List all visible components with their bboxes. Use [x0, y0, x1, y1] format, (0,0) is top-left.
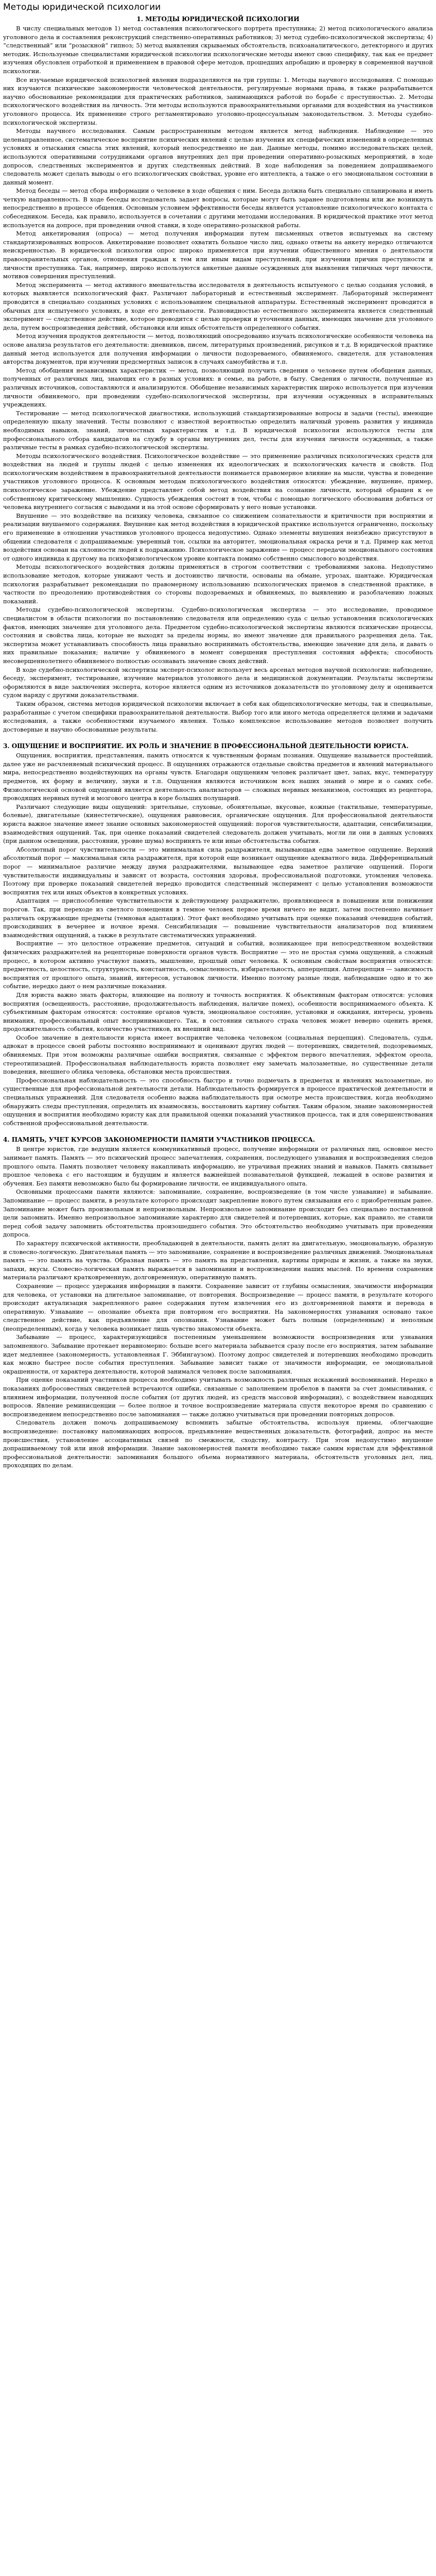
paragraph: По характеру психической активности, преобладающей в деятельности, память делят на двигательную, эмоциональную, образную и словесно-логическую. Двигательная память — это запоминание, сохранение и воспроизведение различных движений. Эмоциональная память — это память на чувства. Образная память — это память на представления, картины природы и жизни, а также на звуки, запахи, вкусы. Словесно-логическая память выражается в запоминании и воспроизведении наших мыслей. По времени сохранения материала различают кратковременную, долговременную, оперативную память. [3, 1239, 433, 1281]
paragraph: Методы психологического воздействия должны применяться в строгом соответствии с требованиями закона. Недопустимо использование методов, которые унижают честь и достоинство личности, основаны на обмане, угрозах, шантаже. Юридическая психология разрабатывает рекомендации по правомерному использованию психологических приемов в следственной практике, в частности по преодолению противодействия со стороны подозреваемых и обвиняемых, по выявлению и разоблачению ложных показаний. [3, 563, 433, 605]
paragraph: Метод обобщения независимых характеристик — метод, позволяющий получить сведения о человеке путем обобщения данных, полученных от различных лиц, знающих его в разных условиях: в семье, на работе, в быту. Сведения о личности, полученные из различных источников, сопоставляются и анализируются. Обобщение независимых характеристик широко используется при изучении личности обвиняемого, при проведении судебно-психологической экспертизы, при изучении осужденных в исправительных учреждениях. [3, 366, 433, 409]
paragraph: Внушение — это воздействие на психику человека, связанное со снижением сознательности и критичности при восприятии и реализации внушаемого содержания. Внушение как метод воздействия в юридической практике используется ограниченно, поскольку его применение в отношении участников уголовного процесса недопустимо. Однако элементы внушения неизбежно присутствуют в общении следователя с допрашиваемым: уверенный тон, ссылки на авторитет, эмоциональная окраска речи и т.д. Пример как метод воздействия основан на склонности людей к подражанию. Психологическое заражение — процесс передачи эмоционального состояния от одного индивида к другому на психофизиологическом уровне контакта помимо собственно смыслового воздействия. [3, 512, 433, 562]
paragraph: Методы судебно-психологической экспертизы. Судебно-психологическая экспертиза — это исследование, проводимое специалистом в области психологии по постановлению следователя или определению суда с целью установления психологических фактов, имеющих значение для уголовного дела. Предметом судебно-психологической экспертизы являются психические процессы, состояния и свойства лица, которые не выходят за пределы нормы, но имеют значение для правильного разрешения дела. Так, экспертиза может устанавливать способность лица правильно воспринимать обстоятельства, имеющие значение для дела, и давать о них правильные показания; наличие у обвиняемого в момент совершения преступления состояния аффекта; способность несовершеннолетнего обвиняемого полностью осознавать значение своих действий. [3, 606, 433, 665]
paragraph: Таким образом, система методов юридической психологии включает в себя как общепсихологические методы, так и специальные, разработанные с учетом специфики правоохранительной деятельности. Выбор того или иного метода определяется целями и задачами исследования, а также особенностями изучаемого явления. Только комплексное использование методов позволяет получить достоверные и научно обоснованные результаты. [3, 700, 433, 733]
document-title: Методы юридической психологии [3, 2, 161, 12]
paragraph: Различают следующие виды ощущений: зрительные, слуховые, обонятельные, вкусовые, кожные (тактильные, температурные, болевые), двигательные (кинестетические), ощущения равновесия, органические ощущения. Для профессиональной деятельности юриста важное значение имеет знание основных закономерностей ощущений: порогов чувствительности, адаптации, сенсибилизации, взаимодействия ощущений. Так, при оценке показаний свидетелей следователь должен учитывать, могли ли они в данных условиях (при данном освещении, расстоянии, уровне шума) воспринять те или иные обстоятельства события. [3, 803, 433, 845]
paragraph: Адаптация — приспособление чувствительности к действующему раздражителю, проявляющееся в повышении или понижении порогов. Так, при переходе из светлого помещения в темное человек первое время ничего не видит, затем постепенно начинает различать окружающие предметы (темновая адаптация). Этот факт необходимо учитывать при оценке показаний очевидцев событий, происходивших в вечернее и ночное время. Сенсибилизация — повышение чувствительности анализаторов под влиянием взаимодействия ощущений, а также в результате систематических упражнений. [3, 897, 433, 939]
sections-container [3, 15, 433, 1470]
section [3, 15, 433, 734]
section [3, 1136, 433, 1470]
paragraph: При оценке показаний участников процесса необходимо учитывать возможность различных искажений воспоминаний. Нередко в показаниях добросовестных свидетелей встречаются ошибки, связанные с заполнением пробелов в памяти за счет домысливания, с влиянием информации, полученной после события (от других людей, из средств массовой информации), с воздействием наводящих вопросов. Явление реминисценции — более полное и точное воспроизведение материала спустя некоторое время по сравнению с воспроизведением непосредственно после запоминания — также должно учитываться при проведении повторных допросов. [3, 1376, 433, 1418]
paragraph: Тестирование — метод психологической диагностики, использующий стандартизированные вопросы и задачи (тесты), имеющие определенную шкалу значений. Тесты позволяют с известной вероятностью определить наличный уровень развития у индивида необходимых навыков, знаний, личностных характеристик и т.д. В юридической психологии используются тесты для профессионального отбора кандидатов на службу в органы внутренних дел, тесты для изучения личности осужденных, а также различные тесты в рамках судебно-психологической экспертизы. [3, 409, 433, 451]
paragraph: Забывание — процесс, характеризующийся постепенным уменьшением возможности воспроизведения или узнавания запомненного. Забывание протекает неравномерно: больше всего материала забывается сразу после его восприятия, затем забывание идет медленнее (закономерность, установленная Г. Эббингаузом). Поэтому допрос свидетелей и потерпевших необходимо проводить как можно быстрее после события преступления. Забывание зависит также от значимости информации, ее эмоциональной окрашенности, от характера деятельности, которой занимался человек после запоминания. [3, 1333, 433, 1375]
paragraph: Особое значение в деятельности юриста имеет восприятие человека человеком (социальная перцепция). Следователь, судья, адвокат в процессе своей работы постоянно воспринимают и оценивают других людей — потерпевших, свидетелей, подозреваемых, обвиняемых. При этом возможны различные ошибки восприятия, связанные с эффектом первого впечатления, эффектом ореола, стереотипизацией. Профессиональная наблюдательность юриста позволяет ему замечать малозаметные, но существенные детали поведения, внешнего облика человека, обстановки места происшествия. [3, 1033, 433, 1076]
section-heading: 3. ОЩУЩЕНИЕ И ВОСПРИЯТИЕ. ИХ РОЛЬ И ЗНАЧЕНИЕ В ПРОФЕССИОНАЛЬНОЙ ДЕЯТЕЛЬНОСТИ ЮРИСТА. [3, 742, 409, 750]
paragraph: Следователь должен помочь допрашиваемому вспомнить забытые обстоятельства, используя приемы, облегчающие воспроизведение: постановку напоминающих вопросов, предъявление вещественных доказательств, фотографий, допрос на месте происшествия, установление ассоциативных связей по смежности, сходству, контрасту. При этом недопустимо внушение допрашиваемому той или иной информации. Знание закономерностей памяти необходимо также самим юристам для эффективной профессиональной деятельности: запоминания большого объема нормативного материала, обстоятельств уголовных дел, лиц, проходящих по делам. [3, 1419, 433, 1469]
paragraph: Профессиональная наблюдательность — это способность быстро и точно подмечать в предметах и явлениях малозаметные, но существенные для профессиональной деятельности детали. Наблюдательность формируется в процессе практической деятельности и специальных упражнений. Для следователя особенно важна наблюдательность при осмотре места происшествия, когда необходимо обнаружить следы преступления, определить их взаимосвязь, восстановить картину события. Таким образом, знание закономерностей ощущения и восприятия необходимо юристу как для правильной оценки показаний участников процесса, так и для совершенствования собственной профессиональной деятельности. [3, 1076, 433, 1127]
paragraph: Основными процессами памяти являются: запоминание, сохранение, воспроизведение (в том числе узнавание) и забывание. Запоминание — процесс памяти, в результате которого происходит закрепление нового путем связывания его с приобретенным ранее. Запоминание может быть произвольным и непроизвольным. Непроизвольное запоминание происходит без специально поставленной цели запомнить. Именно непроизвольное запоминание характерно для свидетелей и потерпевших, которые, как правило, не ставили перед собой задачу запомнить обстоятельства произошедшего события. Это обстоятельство необходимо учитывать при проведении допроса. [3, 1188, 433, 1239]
section-heading: 1. МЕТОДЫ ЮРИДИЧЕСКОЙ ПСИХОЛОГИИ [136, 15, 300, 23]
paragraph: Ощущения, восприятия, представления, память относятся к чувственным формам познания. Ощущение называется простейший, далее уже не расчленяемый психический процесс. В ощущениях отражаются отдельные свойства предметов и явлений материального мира, непосредственно воздействующих на органы чувств. Благодаря ощущениям человек различает цвет, запах, вкус, температуру предметов, их форму и величину, звуки и т.п. Ощущения являются источником всех наших знаний о мире и о самих себе. Физиологической основой ощущений является деятельность анализаторов — сложных нервных механизмов, состоящих из рецептора, проводящих нервных путей и мозгового центра в коре больших полушарий. [3, 752, 433, 802]
section-heading: 4. ПАМЯТЬ, УЧЕТ КУРСОВ ЗАКОНОМЕРНОСТИ ПАМЯТИ УЧАСТНИКОВ ПРОЦЕССА. [3, 1136, 315, 1144]
paragraph: Методы научного исследования. Самым распространенным методом является метод наблюдения. Наблюдение — это целенаправленное, систематическое восприятие психических явлений с целью изучения их специфических изменений в определенных условиях и отыскания смысла этих явлений, который непосредственно не дан. Данные методы, помимо исследовательских целей, используются оперативными сотрудниками органов внутренних дел при проведении оперативно-розыскных мероприятий, в ходе допросов, следственных экспериментов и других следственных действий. В ходе наблюдения за поведением допрашиваемого следователь может сделать выводы о его психологических свойствах, уровне его интеллекта, а также о его эмоциональном состоянии в данный момент. [3, 127, 433, 186]
paragraph: Метод анкетирования (опроса) — метод получения информации путем письменных ответов испытуемых на систему стандартизированных вопросов. Анкетирование позволяет охватить большое число лиц, однако ответы на анкету нередко отличаются неискренностью. В юридической психологии опрос широко применяется при изучении общественного мнения о деятельности правоохранительных органов, отношения граждан к тем или иным видам преступлений, при изучении причин преступности и личности преступника. Так, например, широко используются анкетные данные осужденных для выявления типичных черт личности, мотивов совершения преступлений. [3, 230, 433, 280]
paragraph: Абсолютный порог чувствительности — это минимальная сила раздражителя, вызывающая едва заметное ощущение. Верхний абсолютный порог — максимальная сила раздражителя, при которой еще возникает ощущение адекватного вида. Дифференциальный порог — минимальное различие между двумя раздражителями, вызывающее едва заметное различие ощущений. Пороги чувствительности индивидуальны и зависят от возраста, состояния здоровья, профессиональной подготовки, утомления человека. Поэтому при проверке показаний свидетелей нередко проводится следственный эксперимент с целью установления возможности восприятия тех или иных объектов в конкретных условиях. [3, 845, 433, 896]
paragraph: Метод беседы — метод сбора информации о человеке в ходе общения с ним. Беседа должна быть специально спланирована и иметь четкую направленность. В ходе беседы исследователь задает вопросы, которые могут быть заранее подготовлены или же возникнуть непосредственно в процессе общения. Основным условием эффективности беседы является установление психологического контакта с собеседником. Беседа, как правило, используется в сочетании с другими методами исследования. В юридической практике этот метод используется на допросе, при проведении очной ставки, в ходе оперативно-розыскной работы. [3, 187, 433, 229]
paragraph: Сохранение — процесс удержания информации в памяти. Сохранение зависит от глубины осмысления, значимости информации для человека, от установки на длительное запоминание, от повторения. Воспроизведение — процесс памяти, в результате которого происходит актуализация закрепленного ранее содержания путем извлечения его из долговременной памяти и перевода в оперативную. Узнавание — опознание объекта при повторном его восприятии. На закономерностях узнавания основано такое следственное действие, как предъявление для опознания. Узнавание может быть полным (определенным) и неполным (неопределенным), когда у человека возникает лишь чувство знакомости объекта. [3, 1282, 433, 1332]
paragraph: Восприятие — это целостное отражение предметов, ситуаций и событий, возникающее при непосредственном воздействии физических раздражителей на рецепторные поверхности органов чувств. Восприятие — это не простая сумма ощущений, а сложный процесс, в котором активно участвуют память, мышление, прошлый опыт человека. К основным свойствам восприятия относятся: предметность, целостность, структурность, константность, осмысленность, избирательность, апперцепция. Апперцепция — зависимость восприятия от прошлого опыта, знаний, интересов, установок личности. Именно поэтому разные люди, наблюдавшие одно и то же событие, нередко дают о нем различные показания. [3, 940, 433, 990]
paragraph: Для юриста важно знать факторы, влияющие на полноту и точность восприятия. К объективным факторам относятся: условия восприятия (освещенность, расстояние, продолжительность наблюдения, наличие помех), особенности воспринимаемого объекта. К субъективным факторам относятся: состояние органов чувств, эмоциональное состояние, установки и ожидания, интересы, уровень внимания, профессиональный опыт воспринимающего. Так, в состоянии сильного страха человек может неверно оценить время, продолжительность события, количество участников, их внешний вид. [3, 991, 433, 1033]
paragraph: Методы психологического воздействия. Психологическое воздействие — это применение различных психологических средств для воздействия на людей и группы людей с целью изменения их идеологических и психологических качеств и свойств. Под психологическим воздействием в правоохранительной деятельности понимается правомерное влияние на мысли, чувства и поведение участников уголовного процесса. К основным методам психологического воздействия относятся: убеждение, внушение, пример, психологическое заражение. Убеждение представляет собой метод воздействия на сознание личности, который обращен к ее собственному критическому мышлению. Сущность убеждения состоит в том, чтобы с помощью логического обоснования добиться от человека внутреннего согласия с выводами и на этой основе сформировать у него новые установки. [3, 452, 433, 511]
section [3, 742, 433, 1127]
paragraph: Метод эксперимента — метод активного вмешательства исследователя в деятельность испытуемого с целью создания условий, в которых выявляется психологический факт. Различают лабораторный и естественный эксперимент. Лабораторный эксперимент проводится в специально созданных условиях с использованием специальной аппаратуры. Естественный эксперимент проводится в обычных для испытуемого условиях, в ходе его деятельности. Разновидностью естественного эксперимента является следственный эксперимент — следственное действие, которое проводится с целью проверки и уточнения данных, имеющих значение для уголовного дела, путем воспроизведения действий, обстановки или иных обстоятельств определенного события. [3, 281, 433, 331]
paragraph: В числу специальных методов 1) метод составления психологического портрета преступника; 2) метод психологического анализа уголовного дела и составления реконструкций следственно-оперативных работников; 3) метод судебно-психологической экспертизы; 4) “следственный” или “розыскной” гипноз; 5) метод выявления скрываемых обстоятельств, психоаналитического, детекторного и других методик. Используемые специалистами юридической психологии психологические методы имеют свою специфику, так как ее предмет изучения обусловлен отработкой и применением в правовой сфере методов, прошедших апробацию и проверку в современной научной психологии. [3, 25, 433, 75]
paragraph: Все изучаемые юридической психологией явления подразделяются на три группы: 1. Методы научного исследования. С помощью них изучаются психические закономерности человеческой деятельности, регулируемые нормами права, в также разрабатывается научно обоснованные рекомендации для практических работников, занимающихся работой по борьбе с преступностью. 2. Методы психологического воздействия на личность. Эти методы используются правоохранительными органами для воздействия на участников уголовного процесса. Их применение строго регламентировано уголовно-процессуальным законодательством. 3. Методы судебно-психологической экспертизы. [3, 76, 433, 126]
paragraph: В ходе судебно-психологической экспертизы эксперт-психолог использует весь арсенал методов научной психологии: наблюдение, беседу, эксперимент, тестирование, изучение материалов уголовного дела и медицинской документации. Результаты экспертизы оформляются в виде заключения эксперта, которое является одним из источников доказательств по уголовному делу и оценивается судом наряду с другими доказательствами. [3, 666, 433, 699]
paragraph: В центре юристов, где ведущим является коммуникативный процесс, получение информации от различных лиц, основное место занимает память. Память — это психический процесс запечатления, сохранения, последующего узнавания и воспроизведения следов прошлого опыта. Память позволяет человеку накапливать информацию, не утрачивая прежних знаний и навыков. Память связывает прошлое человека с его настоящим и будущим и является важнейшей познавательной функцией, лежащей в основе развития и обучения. Без памяти невозможно было бы формирование личности, ее индивидуального опыта. [3, 1145, 433, 1187]
paragraph: Метод изучения продуктов деятельности — метод, позволяющий опосредованно изучать психологические особенности человека на основе анализа результатов его деятельности: дневников, писем, литературных произведений, рисунков и т.д. В юридической практике данный метод используется для получения информации о личности подозреваемого, обвиняемого, свидетеля, для установления авторства документов, при изучении предсмертных записок в случаях самоубийства и т.п. [3, 332, 433, 366]
